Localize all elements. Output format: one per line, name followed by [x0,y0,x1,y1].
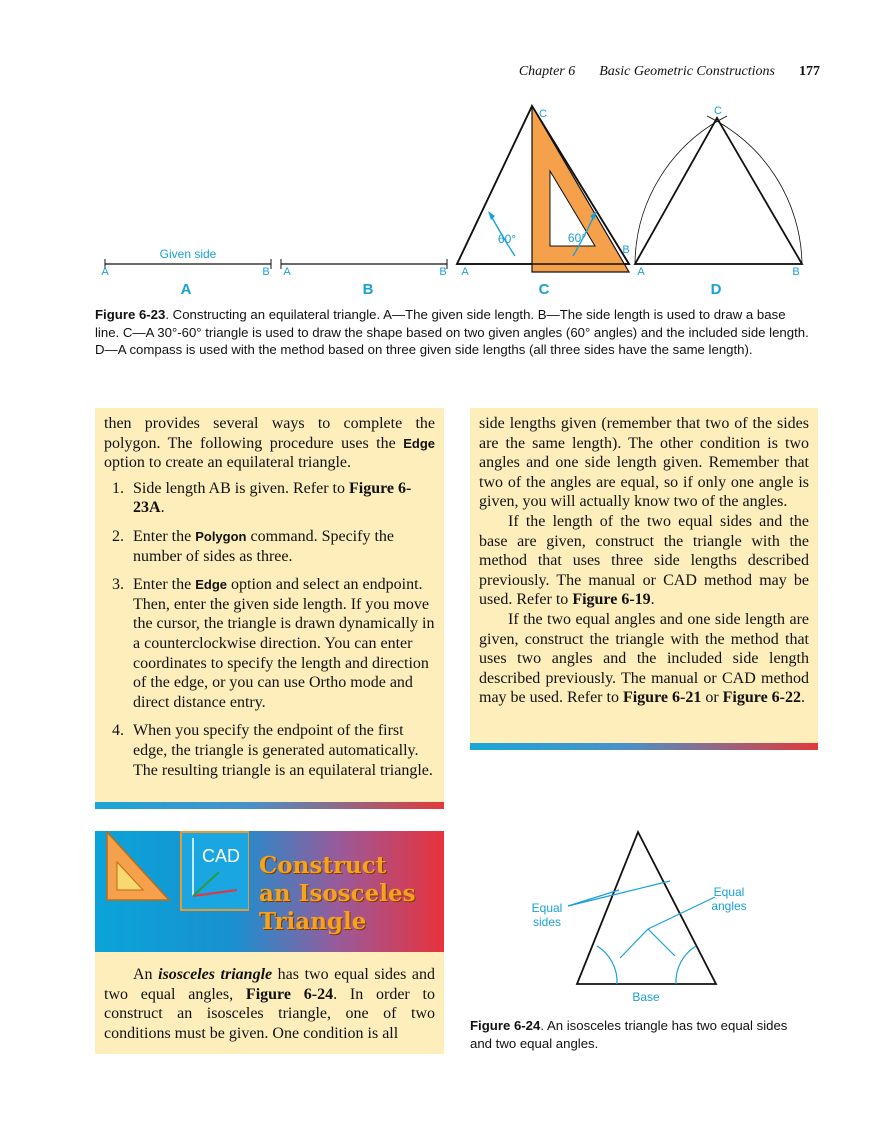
figure-6-24-caption-text: . An isosceles triangle has two equal sides and two equal angles. [470,1018,788,1051]
angle-pointer-left [620,929,648,958]
right-box-p2: If the length of the two equal sides and the base are given, construct the triangle with the method that uses three side lengths described previously. The manual or CAD method may be used. Refer to Figure 6-19. [479,512,809,609]
equal-sides-label-2: sides [532,915,562,929]
figure-6-24-caption [470,1017,810,1052]
equal-sides-label-1: Equal [531,901,563,915]
point-b-label-d: B [792,266,800,278]
panel-c-label: C [538,281,550,298]
page-number: 177 [799,64,820,79]
bottom-box-text: An isosceles triangle has two equal sides and two equal angles, Figure 6-24. In order to construct an isosceles triangle, one of two conditions must be given. One condition is all [104,966,436,1042]
angle-leader [648,897,715,929]
equal-angles-label-2: angles [711,899,747,913]
equal-angles-label-1: Equal [713,885,745,899]
angle-arc-right [676,946,696,984]
running-header [519,64,820,80]
point-c-label: C [539,108,547,120]
chapter-title: Basic Geometric Constructions [599,64,775,79]
angle-pointer-right [648,929,675,956]
right-box-p1: side lengths given (remember that two of the sides are the same length). The other condition is two angles and one side length given. Remember that two of the angles are equal, so if only one angle is given, you will actually know two of the angles. [479,415,809,511]
figure-6-24-caption-number: Figure 6-24 [470,1018,541,1033]
point-b-label: B [262,266,270,278]
list-item: 2. Enter the Polygon command. Specify the number of sides as three. [112,527,394,565]
figure-6-24 [520,828,780,1010]
banner-icons [99,826,249,926]
right-box-p3: If the two equal angles and one side length are given, construct the triangle with the method that uses two angles and the included side length described previously. The manual or CAD method may be used. Refer to Figure 6-21 or Figure 6-22. [479,610,809,707]
right-box-bar [470,743,818,750]
figure-ref: Figure 6-24 [245,985,334,1003]
compass-arc-left [635,116,727,264]
isosceles-triangle [577,832,716,984]
point-b-label-c: B [622,244,630,256]
point-b-label-b: B [439,266,447,278]
bottom-text-box [95,952,444,1054]
procedure-list [104,479,435,780]
angle-label-left: 60° [497,232,517,246]
point-a-label: A [101,266,109,278]
cad-icon [181,832,249,910]
base-label: Base [632,990,660,1004]
point-a-label-b: A [283,266,291,278]
angle-label-right: 60° [567,231,587,245]
chapter-label: Chapter 6 [518,64,576,79]
side-pointer-right [568,881,670,906]
arrowhead-left-top [488,211,495,220]
point-a-label-c: A [461,266,469,278]
angle-arc-left [597,946,617,984]
figure-6-23-caption-text: . Constructing an equilateral triangle. A—The given side length. B—The side length is used to draw a base line. C—A 30°-60° triangle is used to draw the shape based on two given angles (60° angles) and the included side length. D—A compass is used with the method based on three given side lengths (all three sides have the same length). [95,307,809,357]
equilateral-triangle-d [635,118,802,264]
panel-b-label: B [362,281,374,298]
figure-ref: Figure 6-22 [722,689,801,707]
cad-icon-label: CAD [202,846,241,866]
figure-ref: Figure 6-23A [133,479,412,517]
panel-a-label: A [180,281,192,298]
left-text-box [95,408,444,802]
compass-arc-right [707,116,802,264]
list-item: 1. Side length AB is given. Refer to Figure 6-23A. [112,479,412,517]
isosceles-term: isosceles triangle [158,966,273,983]
point-a-label-d: A [637,266,645,278]
figure-ref: Figure 6-19 [572,591,651,609]
right-text-box [470,408,818,743]
edge-keyword: Edge [195,577,227,593]
polygon-keyword: Polygon [195,528,247,544]
given-side-label: Given side [159,247,217,261]
figure-6-23-caption [95,306,810,359]
point-c-label-d: C [714,105,722,117]
left-box-bar [95,802,444,809]
section-title: Construct an Isosceles Triangle [259,852,416,935]
edge-keyword: Edge [403,435,435,451]
figure-6-23 [95,96,815,301]
list-item: 4. When you specify the endpoint of the first edge, the triangle is generated automatically. The resulting triangle is an equilateral triangle. [112,722,433,779]
list-item: 3. Enter the Edge option and select an endpoint. Then, enter the given side length. If you move the cursor, the triangle is drawn dynamically in a counterclockwise direction. You can enter coordinates to specify the length and direction of the edge, or you can use Ortho mode and direct distance entry. [112,576,435,711]
figure-6-23-caption-number: Figure 6-23 [95,307,166,322]
left-box-intro: then provides several ways to complete the polygon. The following procedure uses the Edge option to create an equilateral triangle. [104,415,435,472]
panel-d-label: D [710,281,722,298]
figure-ref: Figure 6-21 [622,689,702,707]
